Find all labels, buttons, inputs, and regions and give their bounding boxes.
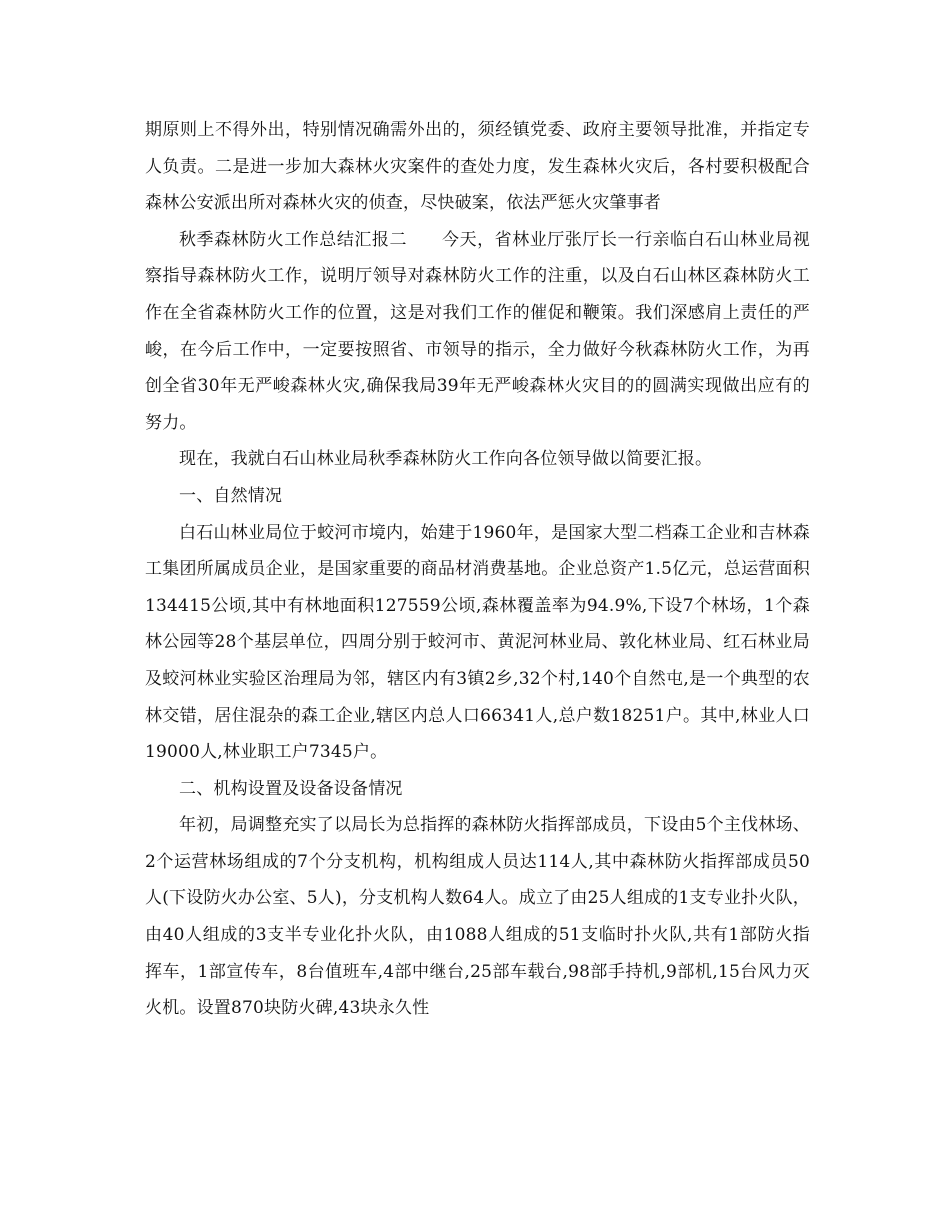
paragraph-organization: 年初，局调整充实了以局长为总指挥的森林防火指挥部成员，下设由5个主伐林场、2个运营林场组成的7个分支机构，机构组成人员达114人,其中森林防火指挥部成员50人(下设防火办公室、5人)，分支机构人数64人。成立了由25人组成的1支专业扑火队，由40人组成的3支半专业化扑火队，由1088人组成的51支临时扑火队,共有1部防火指挥车，1部宣传车，8台值班车,4部中继台,25部车载台,98部手持机,9部机,15台风力灭火机。设置870块防火碑,43块永久性 (145, 815, 810, 1019)
paragraph-report-intro: 秋季森林防火工作总结汇报二 今天，省林业厅张厅长一行亲临白石山林业局视察指导森林防火工作，说明厅领导对森林防火工作的注重，以及白石山林区森林防火工作在全省森林防火工作的位置，这是对我们工作的催促和鞭策。我们深感肩上责任的严峻，在今后工作中，一定要按照省、市领导的指示，全力做好今秋森林防火工作，为再创全省30年无严峻森林火灾,确保我局39年无严峻森林火灾目的的圆满实现做出应有的努力。 (145, 229, 810, 433)
document-body (145, 112, 810, 1027)
section-heading-organization: 二、机构设置及设备设备情况 (179, 778, 403, 799)
paragraph-natural-conditions: 白石山林业局位于蛟河市境内，始建于1960年，是国家大型二档森工企业和吉林森工集团所属成员企业，是国家重要的商品材消费基地。企业总资产1.5亿元，总运营面积134415公顷,其中有林地面积127559公顷,森林覆盖率为94.9%,下设7个林场，1个森林公园等28个基层单位，四周分别于蛟河市、黄泥河林业局、敦化林业局、红石林业局及蛟河林业实验区治理局为邻，辖区内有3镇2乡,32个村,140个自然屯,是一个典型的农林交错，居住混杂的森工企业,辖区内总人口66341人,总户数18251户。其中,林业人口19000人,林业职工户7345户。 (145, 522, 810, 763)
paragraph-brief-report: 现在，我就白石山林业局秋季森林防火工作向各位领导做以简要汇报。 (179, 449, 713, 470)
section-heading-natural-conditions: 一、自然情况 (179, 485, 283, 506)
paragraph-continuation: 期原则上不得外出，特别情况确需外出的，须经镇党委、政府主要领导批准，并指定专人负责。二是进一步加大森林火灾案件的查处力度，发生森林火灾后，各村要积极配合森林公安派出所对森林火灾的侦查，尽快破案，依法严惩火灾肇事者 (145, 120, 810, 214)
